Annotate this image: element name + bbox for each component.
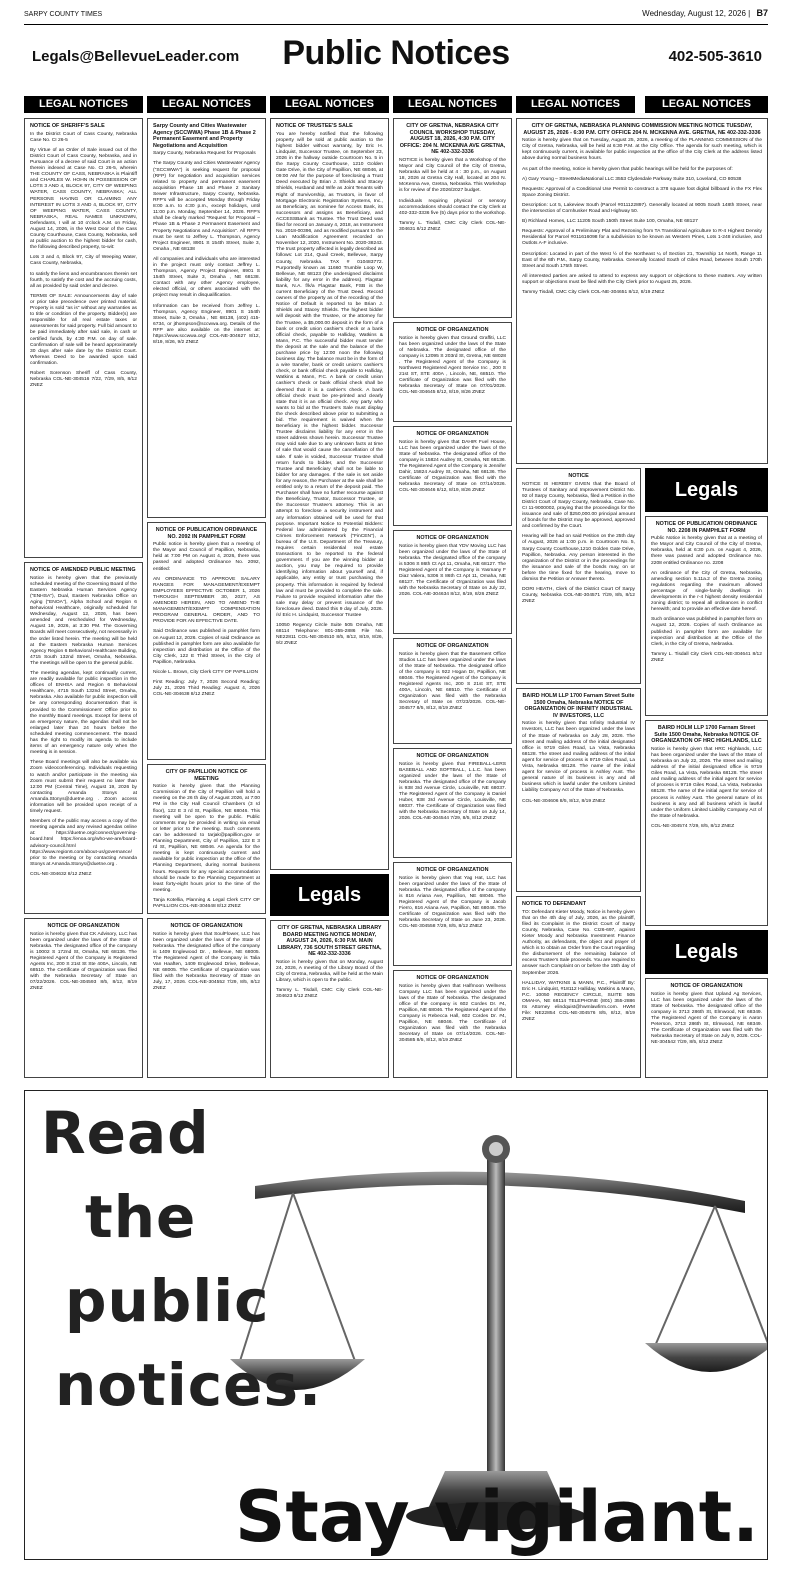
notice-title: CITY OF PAPILLION NOTICE OF MEETING [165,769,248,782]
notice-paragraph: COL-NE-304574 7/29, 8/5, 8/12 ZNEZ [651,823,735,829]
notice-paragraph: Notice is hereby given that DAHIR Fuel House, LLC has been organized under the laws of the State of Nebraska. The designated office of the company is 15824 Audrey St, Omaha, NE 68136. The Registered Agent of the Company is Jennifer Dahir, 15824 Audrey St, Omaha, NE 68136. The Certificate of Organization was filed with the Nebraska Secretary of State on 07/14/2026. COL-NE-304646 8/12, 8/19, 8/26 ZNEZ [399,439,506,494]
notice-paragraph: Robert Sorenson Sheriff of Cass County, Nebraska COL-NE-304516 7/22, 7/29, 8/5, 8/12 ZNEZ [30,370,137,389]
notice-title: Sarpy County and Cities Wastewater Agency (SCCWWA) Phase 1B & Phase 2 Permanent Easement and Property Negotiations and Acquisition [153,123,256,149]
notice-paragraph: An ordinance of the City of Gretna, Nebraska, amending section 5.11a.2 of the Gretna zoning regulations regarding the maximum allowed percentage of single-family dwellings in developments in the r-4 highest density residential zoning district; to repeal all ordinances in conflict herewith; and to provide an effective date hereof. [651,570,762,613]
notice-paragraph: Public notice is hereby given that a meeting of the Mayor and Council of Papillion, Nebraska, held at 7:00 PM on August 4, 2026, there was passed and adopted Ordinance No. 2092, entitled: [153,542,260,572]
notice-title: NOTICE OF ORGANIZATION [416,753,489,759]
notice-paragraph: Notice is hereby given that Upland Ag Services, LLC has been organized under the laws of the State of Nebraska. The designated office of the company is 3713 286th St, Elmwood, NE 68349. The Registered Agent of the Company is Aaron Peterson, 3713 286th St, Elmwood, NE 68349. The Certificate of Organization was filed with the Nebraska Secretary of State on July 9, 2026. COL-NE-304542 7/29, 8/5, 8/12 ZNEZ [651,991,762,1046]
notice-paragraph: Notice is hereby given that Halfmoon Wellness Company LLC has been organized under the laws of the State of Nebraska. The designated office of the company is 602 Cordes Dr. #4, Papillion, NE 68046. The Registered Agent of the Company is Rebecca Hall, 602 Cordes Dr. #4, Papillion, NE 68046. The Certificate of Organization was filed with the Nebraska Secretary of State on 07/14/2026. COL-NE-304585 8/5, 8/12, 8/19 ZNEZ [399,983,506,1044]
notice-organization-soulflower [147,918,266,1078]
notice-paragraph: TERMS OF SALE: Announcements day of sale or prior take precedence over printed material. Property is sold "as is" without any warranties as to title or condition of the property. Bidder(s) are responsible for all real estate taxes or assessments for said property. Full bid amount to be paid immediately after said sale, in cash or certified funds, by 4:30 P.M. on day of sale. Confirmation of sale will be heard approximately 30 days after sale date by the District Court. Whereas Deed to be awarded upon said confirmation. [30,293,137,366]
date-text: Wednesday, August 12, 2026 [642,9,746,18]
notice-paragraph: The meeting agendas, kept continually current, are readily available for public inspection in the offices of ENHSA and Region 6 Behavioral Healthcare, 4715 South 132nd Street, Omaha, Nebraska. Also available for public inspection will be any corresponding documentation that is provided to the Commissioners' Office prior to the monthly Board meetings. Except for items of an emergency nature, the agendas shall not be enlarged later than 24 hours before the scheduled meeting commencement. The Board has the right to modify its agenda to include items of an emergency nature only when the meeting is in session. [30,671,137,756]
notice-paragraph: Lots 3 and 4, Block 97, City of Weeping Water, Cass County, Nebraska, [30,255,137,267]
notice-title: NOTICE OF AMENDED PUBLIC MEETING [30,567,136,573]
page-title: Public Notices [282,34,510,72]
notice-paragraph: All companies and individuals who are interested in the project must only contact Jeffrey L. Thompson, Agency Project Engineer, 8901 S 154th Street, Suite 3, Omaha , NE 68138. Contact with any other Agency employee, elected official, or others associated with the project may result in disqualification. [153,256,260,299]
notice-paragraph: DORI HEATH, Clerk of the District Court Of Sarpy County, Nebraska COL-NE-304571 7/29, 8/5, 8/12 ZNEZ [522,587,635,605]
notice-title: NOTICE OF ORGANIZATION [416,975,489,981]
notice-paragraph: Nicole L. Brown, City Clerk CITY OF PAPILLION [153,669,258,675]
page-number: B7 [756,8,768,18]
column-3 [270,96,389,113]
public-notice-ad [24,1090,768,1560]
column-header: LEGAL NOTICES [24,96,143,113]
notice-title: NOTICE OF PUBLICATION ORDINANCE NO. 2092 IN PAMPHLET FORM [155,527,258,540]
notice-title: NOTICE OF PUBLICATION ORDINANCE NO. 2208 IN PAMPHLET FORM [655,521,758,534]
legals-banner: Legals [645,468,768,512]
column-header: LEGAL NOTICES [516,96,635,113]
notice-paragraph: A) Gary Young – StreetMediaNational LLC 3553 Clydesdale Parkway Suite 310, Loveland, CO 80538 [522,176,742,182]
notice-paragraph: Notice is hereby given that Yag Hat, LLC has been organized under the laws of the State of Nebraska. The designated office of the company is 816 Ariana Ave, Papillion, NE 68046. The Registered Agent of the Company is Jacob Fierro, 816 Ariana Ave, Papillion, NE 68046. The Certificate of Organization was filed with the Nebraska Secretary of State on June 23, 2026. COL-NE-304558 7/29, 8/5, 8/12 ZNEZ [399,875,506,930]
notice-title: BAIRD HOLM LLP 1700 Farnam Street Suite 1500 Omaha, Nebraska NOTICE OF ORGANIZATION OF HRC HIGHLANDS, LLC [651,725,762,745]
notice-paragraph: Information can be received from Jeffrey L. Thompson, Agency Engineer, 8901 S 154th Street, Suite 3, Omaha , NE 68138, (402) 415-6734, or jthompson@sccwwa.org. Details of the RFP are also available on the internet at: https://www.sccwwa.org/ COL-NE-304627 8/12, 8/19, 8/26, 9/2 ZNEZ [153,303,260,346]
notice-paragraph: Notice is hereby given that FIREBALL-LERS BASEBALL AND SOFTBALL, L.L.C. has been organized under the laws of the State of Nebraska. The designated office of the company is 938 3rd Avenue Circle, Louisville, NE 68037. The Registered Agent of the Company is Daniel Huber, 938 3rd Avenue Circle, Louisville, NE 68037. The Certificate of Organization was filed with the Nebraska Secretary of State on July 14, 2026. COL-NE-304544 7/29, 8/5, 8/12 ZNEZ [399,761,506,822]
notice-paragraph: You are hereby notified that the following property will be sold at public auction to the highest bidder without warranty, by Eric H. Lindquist, Successor Trustee, on September 23, 2026 in the hallway outside Courtroom No. 5 in the Sarpy County Courthouse, 1210 Golden Gate Drive, in the City of Papillion, NE 68046, at 09:00 AM for the purpose of foreclosing a Trust Deed executed by Brian J. Shields and Stacey Shields, Husband and Wife as Joint Tenants with Right of Survivorship, as Trustors, in favor of Mortgage Electronic Registration Systems, Inc., as Beneficiary, as nominee for Access Bank, its successors and assigns as Beneficiary, and ACCESSBank as Trustee. The Trust Deed was filed for record on January 4, 2018, as Instrument No. 2018-00396, and as modified pursuant to the Loan Modification Agreement recorded on November 12, 2020, Instrument No. 2020-38243. The trust property affected is legally described as follows: Lot 214, Quail Creek, Bellevue, Sarpy County, Nebraska. TAX # 010483772. Purportedly known as 11660 Trumble Loop W, Bellevue, NE 68123 (the undersigned disclaims liability for any error in the address). Flagstar Bank, N.A. f/k/a Flagstar Bank, FSB is the current Beneficiary of the Trust Deed. Record owners of the property as of the recording of the Notice of Default is reported to be Brian J. Shields and Stacey Shields. The highest bidder will deposit with the Trustee, or the attorney for the Trustee, a $5,000.00 deposit in the form of a bank or credit union cashier's check or a bank official check, payable to Halliday, Watkins & Mann, P.C. The successful bidder must tender the deposit at the sale and the balance of the purchase price by 12:00 noon the following business day. The balance must be in the form of a wire transfer, bank or credit union's cashier's check, or bank official check payable to Halliday, Watkins & Mann, P.C. A bank or credit union cashier's check or bank official check shall be deemed that it is a cashier's check. A bank official check must be pre-printed and clearly state that it is an official check. Any party who wants to bid at the Trustee's Sale must display the check described above prior to submitting a bid. The requirement is waived when the Beneficiary is the highest bidder. Successor Trustee disclaims liability for any error in the street address shown herein. Successor Trustee may void sale due to any unknown facts at time of sale that would cause the cancellation of the sale. If sale is voided, Successor Trustee shall return funds to bidder, and the Successor Trustee and Beneficiary shall not be liable to bidder for any damages. If the sale is set aside for any reason, the Purchaser at the sale shall be entitled only to a return of the deposit paid. The Purchaser shall have no further recourse against the Beneficiary, Trustor, Successor Trustee, or the Successor Trustee's attorney. This is an attempt to foreclose a security instrument and any information obtained will be used for that purpose. Important Notice to Potential Bidders: Federal law administered by the Financial Crimes Enforcement Network ("FinCEN"), a bureau of the U.S. Department of the Treasury, requires certain residential real estate transactions to be reported to the federal government. If you are the winning bidder at auction, you may be required to provide identifying information about yourself and, if applicable, any entity or trust purchasing the property. This information is required by federal law and must be provided to complete the sale. Failure to provide required information after the sale may delay or prevent issuance of the foreclosure deed. Dated this 9 day of July, 2026. /s/ Eric H. Lindquist, Successor Trustee [276,131,383,618]
notice-paragraph: HALLIDAY, WATKINS & MANN, P.C., Plaintiff By: Eric H. Lindquist, #18112 Halliday, Watkins & Mann, P.C. 10050 REGENCY CIRCLE, SUITE 505 OMAHA, NE 68114 TELEPHONE (801) 355-2886 Its Attorney elindquist@hwmlawfirm.com. HWM File: NE22854 COL-NE-304576 8/5, 8/12, 8/19 ZNEZ [522,980,635,1023]
notice-to-defendant [516,896,641,1078]
notice-paragraph: B) Richland Homes, LLC 11205 South 150th Street Suite 100, Omaha, NE 68127 [522,219,698,225]
notice-paragraph: COL-NE-304632 8/12 ZNEZ [30,871,92,877]
top-bar [24,8,768,24]
divider [24,24,768,25]
notice-paragraph: to satisfy the liens and encumbrances therein set fourth, to satisfy the cost and the accruing costs, all as provided by said order and decree. [30,271,137,289]
notice-paragraph: NOTICE is hereby given that a Workshop of the Mayor and City Council of the City of Gretna, Nebraska will be held at 4 : 30 p.m., on August 18, 2026 at Gretna City Hall, located at 204 N. McKenna Ave, Gretna, Nebraska. This Workshop is for review of the 2026/2027 budget. [399,157,506,194]
paper-name: SARPY COUNTY TIMES [24,11,103,18]
notice-paragraph: Notice is hereby given that on Monday, August 24, 2026, A meeting of the Library Board of the City of Gretna, Nebraska, will be held at the Main Library, which is open to the public. [276,959,383,984]
notice-title: NOTICE OF ORGANIZATION [416,643,489,649]
notice-paragraph: AN ORDINANCE TO APPROVE SALARY RANGES FOR MANAGEMENT/EXEMPT EMPLOYEES EFFECTIVE OCTOBER 1, 2026 THROUGH SEPTEMBER 30, 2027, AS AMENDED HEREIN, AND TO AMEND THE MANAGEMENT/EXEMPT COMPENSATION PROGRAM GENERAL ORDER, AND TO PROVIDE FOR AN EFFECTIVE DATE. [153,576,260,625]
notice-gretna-library-board [270,920,389,1078]
page-date: Wednesday, August 12, 2026 | B7 [642,8,768,18]
notice-paragraph: Notice is hereby given that YDV Moving LLC has been organized under the laws of the State of Nebraska. The designated office of the company is 5306 S 86th Ct Apt 11, Omaha, NE 68127. The Registered Agent of the Company is Yasmany F Diaz Valera, 5306 S 86th Ct Apt 11, Omaha, NE 68127. The Certificate of Organization was filed with the Nebraska Secretary of State on July 22, 2026. COL-NE-304634 8/12, 8/19, 8/26 ZNEZ [399,543,506,598]
notice-trustee-sale [270,118,389,870]
notice-organization-yag-hat [393,862,512,966]
notice-organization-ck-advisory [24,918,143,1078]
notice-paragraph: Description: Lot 5, Lakeview South (Parcel #011122897). Generally located at 9005 South 148th Street, near the intersection of Cornhusker Road and Highway 50. [522,202,762,215]
notice-paragraph: 10050 Regency Circle Suite 505 Omaha, NE 68114 Telephone: 801-355-2886 File No. NE22811 COL-NE-304510 8/5, 8/12, 8/19, 8/26, 9/2 ZNEZ [276,623,383,647]
legals-banner: Legals [645,930,768,974]
ad-line: notices. [55,1351,323,1419]
notice-title: CITY OF GRETNA, NEBRASKA CITY COUNCIL WORKSHOP TUESDAY, AUGUST 18, 2026, 4:30 P.M. CITY OFFICE: 204 N. MCKENNA AVE GRETNA, NE 402-332-3336 [399,123,506,156]
column-header: LEGAL NOTICES [393,96,512,113]
notice-title: CITY OF GRETNA, NEBRASKA PLANNING COMMISSION MEETING NOTICE TUESDAY, AUGUST 25, 2026 - 6:30 P.M. CITY OFFICE 204 N. MCKENNA AVE. GRETNA, NE 402-332-3336 [523,123,761,136]
column-2 [147,96,266,113]
column-1 [24,96,143,113]
notice-paragraph: Notice is hereby given that HRC Highlands, LLC has been organized under the laws of the State of Nebraska on July 22, 2026. The street and mailing address of the initial designated office is 9719 Giles Road, La Vista, Nebraska 68128. The street and mailing address of the initial agent for service of process is 9719 Giles Road, La Vista, Nebraska 68128. The name of the initial agent for service of process is Ashley Aust. The general nature of its business is any and all business which is lawful under the Uniform Limited Liability Company Act of the State of Nebraska. [651,746,762,819]
notice-title: NOTICE [568,473,589,479]
notice-paragraph: COL-NE-304606 8/5, 8/12, 8/19 ZNEZ [522,798,606,804]
notice-gretna-planning-commission [516,118,768,464]
column-header: LEGAL NOTICES [270,96,389,113]
notice-paragraph: Hearing will be had on said Petition on the 25th day of August, 2026 at 1:00 p.m. in Courtroom No. 5, Sarpy County Courthouse,1210 Golden Gate Drive, Papillion, Nebraska. Any person interested in the organization of the District or in the proceedings for the issuance and sale of the bonds may, on or before the time fixed for the hearing, move to dismiss the Petition or Answer thereto. [522,534,635,582]
notice-paragraph: Said Ordinance was published in pamphlet form on August 12, 2026. Copies of said Ordinance as published in pamphlet form are also available for inspection and distribution at the Office of the City Clerk, 122 E Third Street, in the City of Papillion, Nebraska. [153,629,260,665]
ad-line: the [85,1183,197,1251]
notice-paragraph: Notice is hereby given that CK Advisory, LLC has been organized under the laws of the State of Nebraska. The designated office of the company is 10002 S 172nd St, Omaha, NE 68136. The Registered Agent of the Company is Registered Agents Inc, 200 S 21st St Ste 400A, Lincoln, NE 68510. The Certificate of Organization was filed with the Nebraska Secretary of State on 07/22/2026. COL-NE-304593 8/5, 8/12, 8/19 ZNEZ [30,931,137,992]
masthead [24,30,768,82]
notice-sheriff-sale [24,118,143,558]
legals-banner: Legals [270,874,389,916]
notice-paragraph: These Board meetings will also be available via Zoom videoconferencing. Individuals requesting to watch and/or participate in the meeting via Zoom must submit their request no later than 12:00 PM (Central Time), August 19, 2026 by contacting Amanda Stonys at Amanda.Stonys@duetne.org . Zoom access information will be provided upon receipt of a timely request. [30,760,137,815]
notice-title: NOTICE OF ORGANIZATION [416,431,489,437]
notice-paragraph: Tanja Kotellia, Planning & Legal Clerk CITY OF PAPILLION COL-NE-304648 8/12 ZNEZ [153,897,260,909]
notice-title: NOTICE OF ORGANIZATION [47,923,120,929]
notice-title: NOTICE OF ORGANIZATION [170,923,243,929]
notice-paragraph: Notice is hereby given that the Planning Commission of the City of Papillion will hold a meeting on the 26 th day of August 2026, at 7:00 PM in the City Hall Council Chambers (3 rd floor), 122 E 3 rd St, Papillion, NE 68046. This meeting will be open to the public. Public comments may be provided in writing via email or letter prior to the meeting. Such comments can be addressed to tarjak@papillion.gov or Planning Department, City of Papillion, 122 E 3 rd St, Papillion, NE 68046. An agenda for the meeting is kept continuously current and available for public inspection at the office of the Planning Department, during normal business hours. Requests for any special accommodation should be made to the Planning Department at least forty-eight hours prior to the time of the meeting. [153,784,260,893]
notice-title: NOTICE OF TRUSTEE'S SALE [276,123,353,129]
ad-line: public [65,1267,270,1335]
notice-paragraph: Tammy L. Tisdall City Clerk COL-NE-304641 8/12 ZNEZ [651,651,762,663]
notice-organization-fireballers [393,748,512,858]
notice-paragraph: First Reading: July 7, 2026 Second Reading: July 21, 2026 Third Reading: August 4, 2026 COL-NE-304638 8/12 ZNEZ [153,680,260,698]
notice-paragraph: Requests: Approval of a Preliminary Plat and Rezoning from TA Transitional Agriculture to R-4 Highest Density Residential for Parcel #011616098 for a subdivision to be known as Western Pines, Lots 1-248 inclusive, and Outlots A-F inclusive. [522,229,762,247]
column-5 [516,96,635,113]
notice-paragraph: Such ordinance was published in pamphlet form on August 12, 2026. Copies of such Ordinance as published in pamphlet form are available for inspection and distribution at the Office of the Clerk, in the City of Gretna, Nebraska. [651,617,762,647]
notice-sccwwa-rfp [147,118,266,518]
notice-title: NOTICE OF SHERIFF'S SALE [30,123,105,129]
notice-paragraph: Sarpy County, Nebraska Request for Proposals [153,151,256,157]
notice-paragraph: Notice is hereby given that on Tuesday, August 25, 2026, a meeting of the PLANNING COMMISSION of the City of Gretna, Nebraska, will be held at 6:30 P.M. at the City Office. The agenda for such meeting, which is kept continuously current, is available for public inspection at the office of the City Clerk at the address listed above during normal business hours. [522,138,762,162]
notice-sid-92-bonds [516,468,641,684]
notice-paragraph: Tammy L. Tisdall, CMC City Clerk COL-NE-304631 8/12 ZNEZ [399,220,506,232]
notice-paragraph: Tammy Tisdall, CMC City Clerk COL-NE-304651 8/12, 8/19 ZNEZ [522,289,665,295]
notice-ordinance-2208 [645,516,768,716]
notice-title: NOTICE OF ORGANIZATION [416,535,489,541]
notice-paragraph: Members of the public may access a copy of the meeting agenda and any revised agendas online at: https://duetne.org/connect/governing-board.html https://enoa.org/who-we-are/board-advisory-council.html https://www.region6.com/about-us/governance/ prior to the meeting or by contacting Amanda Stonys at Amanda.Stonys@duetne.org . [30,819,137,867]
notice-title: CITY OF GRETNA, NEBRASKA LIBRARY BOARD MEETING NOTICE MONDAY, AUGUST 24, 2026, 6:30 P.M. MAIN LIBRARY, 736 SOUTH STREET GRETNA, NE 402-332-3336 [277,925,382,958]
notice-ordinance-2092 [147,522,266,760]
column-header: LEGAL NOTICES [147,96,266,113]
notice-title: NOTICE OF ORGANIZATION [416,327,489,333]
notice-title: NOTICE OF ORGANIZATION [416,867,489,873]
email-link[interactable]: Legals@BellevueLeader.com [32,48,240,65]
notice-paragraph: Notice is hereby given that the previously scheduled meeting of the Governing Board of the Eastern Nebraska Human Services Agency ("ENHSA"), Dual, Eastern Nebraska Office on Aging ("ENOA"), Alpha School and Region 6 Behavioral Healthcare, originally scheduled for Wednesday, August 12, 2026, has been amended and rescheduled for Wednesday, August 19, 2026, at 3:30 PM. The Governing Boards will meet consecutively, not necessarily in the order listed herein. The meeting will be held at the Eastern Nebraska Human Services Agency Region 6 Behavioral Healthcare Building, 4715 South 132nd Street, Omaha, Nebraska. The meetings will be open to the general public. [30,575,137,666]
notice-infinity-industrial [516,688,641,892]
notice-paragraph: Notice is hereby given that Infinity Industrial IV Investors, LLC has been organized under the laws of the State of Nebraska on July 28, 2026. The street and mailing address of the initial designated office is 9719 Giles Road, La Vista, Nebraska 68128. The street and mailing address of the initial agent for service of process is 9719 Giles Road, La Vista, Nebraska 68128. The name of the initial agent for service of process is Ashley Aust. The general nature of its business is any and all business which is lawful under the Uniform Limited Liability Company Act of the State of Nebraska. [522,721,635,794]
notice-paragraph: Tammy L. Tisdall, CMC City Clerk COL-NE-304623 8/12 ZNEZ [276,988,383,1000]
ad-line: Read [41,1099,210,1167]
notice-paragraph: As part of the meeting, notice is hereby given that public hearings will be held for the purposes of: [522,166,733,172]
notice-organization-upland-ag [645,978,768,1078]
notice-organization-ground-graffiti [393,322,512,422]
notice-paragraph: TO: Defendant Kieter Moody, Notice is hereby given that on the 4th day of July, 2026, as the plaintiff, filed its Complaint in the District Court of Sarpy County, Nebraska, Case No. CI26-697, against Kieter Moody and Nebraska Investment Finance Authority, as defendants, the object and prayer of which is to obtain an Order from the Court regarding the disbursement of the remaining balance of excess Trustee's Sale proceeds. You are required to answer such Complaint on or before the 15th day of September 2026. [522,909,635,976]
column-6 [645,96,768,113]
notice-paragraph: Individuals requiring physical or sensory accommodations should contact the City Clerk at 402-332-3336 five (5) days prior to the workshop. [399,198,506,216]
notice-paragraph: Description: Located in part of the West ½ of the Northeast ¼ of Section 21, Township 14 North, Range 11 East of the 6th P.M., Sarpy County, Nebraska. Generally located South of Giles Road, between South 170th Street and South 175th Street. [522,251,762,269]
notice-paragraph: All interested parties are asked to attend to express any support or objections to these matters. Any written support or objections must be filed with the City Clerk prior to August 25, 2026. [522,273,762,285]
notice-organization-halfmoon [393,970,512,1078]
notice-paragraph: The Sarpy County and Cities Wastewater Agency ("SCCWWA") is seeking request for proposal (RFP) for negotiation and acquisition services related to property and permanent easement acquisition Phase 1B and Phase 2 Sanitary Sewer Infrastructure, Sarpy County, Nebraska. RFP's will be accepted Monday through Friday 8:00 a.m. to 4:30 p.m., except holidays, until 11:00 p.m. Monday, September 14, 2026. RFP's shall be clearly marked "Request for Proposal – Phase 1B & Phase 2 Permanent Easement and Property Negotiations and Acquisition". All RFP's must be sent to Jeffrey L. Thompson, Agency Project Engineer, 8901 S 154th Street, Suite 3, Omaha , NE 68138 [153,161,260,252]
notice-organization-basement-office [393,638,512,744]
notice-gretna-council-workshop [393,118,512,318]
notice-paragraph: Public Notice is hereby given that at a meeting of the Mayor and City Council of the City of Gretna, Nebraska, held at 6:30 p.m. on August 4, 2026, there was passed and adopted Ordinance No. 2208 entitled Ordinance no. 2208 [651,536,762,566]
column-header: LEGAL NOTICES [645,96,768,113]
notice-paragraph: By Virtue of an Order of Sale issued out of the District Court of Cass County, Nebraska, and in Pursuance of a decree of said Court in an action therein indexed at Case No. CI 26-5, wherein THE COUNTY OF CASS, NEBRASKA is Plaintiff and CHARLES W. HOHN IN POSSESSION OF LOTS 3 AND 4, BLOCK 97, CITY OF WEEPING WATER, CASS COUNTY, NEBRASKA; ALL PERSONS HAVING OR CLAIMING ANY INTEREST IN LOTS 3 AND 4, BLOCK 97, CITY OF WEEPING WATER, CASS COUNTY, NEBRASKA, REAL NAMES UNKNOWN, Defendants, I will at 10 o'clock A.M. on Friday, August 14, 2026, in the West Door of the Cass County Courthouse, Cass County, Nebraska, sell at public auction to the highest bidder for cash, the following described property, to-wit: [30,147,137,251]
phone-number: 402-505-3610 [668,48,762,65]
notice-organization-ydv-moving [393,530,512,634]
notice-paragraph: Notice is hereby given that Ground Graffiti, LLC has been organized under the laws of the State of Nebraska. The designated office of the company is 12095 S 203rd St, Gretna, NE 68028 . The Registered Agent of the Company is Northwest Registered Agent Service Inc , 200 S 21st ST, STE 400A , Lincoln, NE, 68510. The Certificate of Organization was filed with the Nebraska Secretary of State on 07/01/2026. COL-NE-304645 8/12, 8/19, 8/26 ZNEZ [399,335,506,396]
notice-title: BAIRD HOLM LLP 1700 Farnam Street Suite 1500 Omaha, Nebraska NOTICE OF ORGANIZATION OF INFINITY INDUSTRIAL IV INVESTORS, LLC [522,693,635,719]
column-4 [393,96,512,113]
notice-paragraph: Notice is hereby given that the Basement Office Studios LLC has been organized under the laws of the State of Nebraska. The designated office of the company is 922 Hogan Dr, Papillion, NE 68046. The Registered Agent of the Company is Registered Agents Inc, 200 S 21st ST, STE 400A, Lincoln, NE 68510. The Certificate of Organization was filed with the Nebraska Secretary of State on 07/23/2026. COL-NE-304577 8/5, 8/12, 8/19 ZNEZ [399,651,506,712]
notice-papillion-meeting [147,764,266,914]
notice-paragraph: Notice is hereby given that SoulFlower, LLC has been organized under the laws of the State of Nebraska. The designated office of the company is 1409 Englewood Dr. , Bellevue, NE 68005. The Registered Agent of the Company is Talia Van Haaften, 1409 Englewood Drive, Bellevue, NE 68005. The Certificate of Organization was filed with the Nebraska Secretary of State on July, 17, 2026. COL-NE-304552 7/29, 8/5, 8/12 ZNEZ [153,931,260,992]
notice-organization-dahir-fuel [393,426,512,526]
notice-paragraph: In the District Court of Cass County, Nebraska Case No. CI 26-5 [30,131,137,143]
notice-hrc-highlands [645,720,768,926]
notice-title: NOTICE OF ORGANIZATION [670,983,743,989]
notice-title: NOTICE TO DEFENDANT [522,901,586,907]
notice-paragraph: Requests: Approval of a Conditional Use Permit to construct a 378 square foot digital billboard in the FX Flex Space Zoning District. [522,186,762,198]
notice-paragraph: NOTICE IS HEREBY GIVEN that the Board of Trustees of Sanitary and Improvement District No. 92 of Sarpy County, Nebraska, filed a Petition in the District Court of Sarpy County, Nebraska, Case No. CI 11-9000002, praying that the proceedings for the issuance and sale of $250,000.00 principal amount of bonds for the District may be approved, approved and confirmed by the Court. [522,481,635,530]
ad-tagline: Stay vigilant. [235,1476,759,1558]
notice-amended-public-meeting [24,562,143,914]
